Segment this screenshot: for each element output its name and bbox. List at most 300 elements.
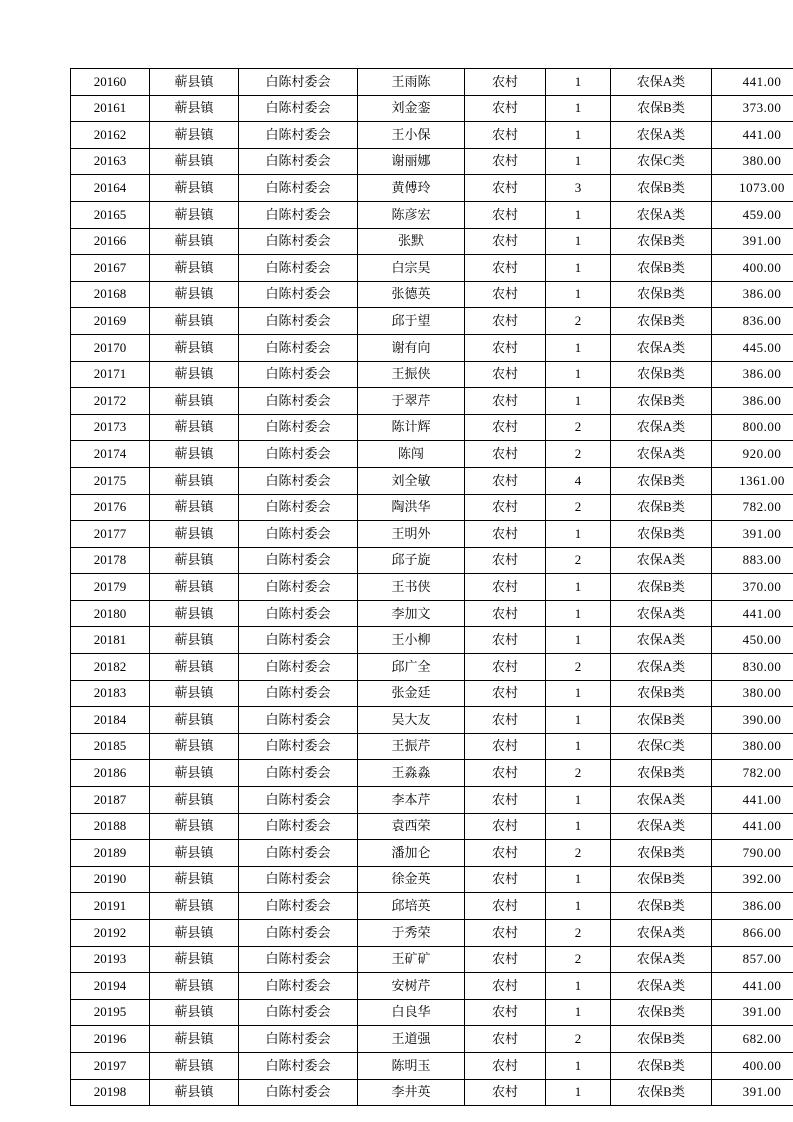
cell-town: 蕲县镇 xyxy=(150,787,239,814)
cell-amount: 380.00 xyxy=(712,148,793,175)
cell-name: 陈明玉 xyxy=(358,1052,465,1079)
cell-village: 白陈村委会 xyxy=(239,308,358,335)
table-row xyxy=(71,600,793,627)
cell-persons: 1 xyxy=(546,388,611,415)
cell-amount: 391.00 xyxy=(712,228,793,255)
cell-persons: 2 xyxy=(546,441,611,468)
table-row xyxy=(71,95,793,122)
cell-amount: 380.00 xyxy=(712,733,793,760)
cell-id: 20168 xyxy=(71,281,150,308)
cell-town: 蕲县镇 xyxy=(150,574,239,601)
cell-town: 蕲县镇 xyxy=(150,441,239,468)
cell-name: 邱子旋 xyxy=(358,547,465,574)
table-row xyxy=(71,201,793,228)
cell-village: 白陈村委会 xyxy=(239,69,358,96)
cell-town: 蕲县镇 xyxy=(150,893,239,920)
cell-amount: 392.00 xyxy=(712,866,793,893)
cell-name: 刘全敏 xyxy=(358,467,465,494)
cell-id: 20169 xyxy=(71,308,150,335)
table-row xyxy=(71,574,793,601)
cell-persons: 1 xyxy=(546,122,611,149)
cell-persons: 2 xyxy=(546,547,611,574)
cell-amount: 441.00 xyxy=(712,69,793,96)
cell-village: 白陈村委会 xyxy=(239,175,358,202)
cell-category: 农保B类 xyxy=(611,760,712,787)
cell-household-type: 农村 xyxy=(465,388,546,415)
table-row xyxy=(71,733,793,760)
cell-amount: 920.00 xyxy=(712,441,793,468)
cell-category: 农保B类 xyxy=(611,1052,712,1079)
cell-name: 谢有向 xyxy=(358,334,465,361)
cell-amount: 386.00 xyxy=(712,281,793,308)
cell-category: 农保B类 xyxy=(611,95,712,122)
cell-town: 蕲县镇 xyxy=(150,866,239,893)
cell-name: 李本芹 xyxy=(358,787,465,814)
cell-id: 20173 xyxy=(71,414,150,441)
cell-name: 白良华 xyxy=(358,999,465,1026)
cell-id: 20187 xyxy=(71,787,150,814)
cell-id: 20175 xyxy=(71,467,150,494)
cell-household-type: 农村 xyxy=(465,281,546,308)
cell-id: 20190 xyxy=(71,866,150,893)
cell-town: 蕲县镇 xyxy=(150,707,239,734)
cell-household-type: 农村 xyxy=(465,547,546,574)
cell-persons: 1 xyxy=(546,1052,611,1079)
cell-persons: 1 xyxy=(546,627,611,654)
cell-name: 王淼淼 xyxy=(358,760,465,787)
cell-household-type: 农村 xyxy=(465,840,546,867)
cell-category: 农保B类 xyxy=(611,175,712,202)
table-row xyxy=(71,175,793,202)
cell-id: 20165 xyxy=(71,201,150,228)
cell-village: 白陈村委会 xyxy=(239,813,358,840)
cell-village: 白陈村委会 xyxy=(239,361,358,388)
cell-persons: 1 xyxy=(546,95,611,122)
cell-village: 白陈村委会 xyxy=(239,787,358,814)
cell-id: 20163 xyxy=(71,148,150,175)
cell-persons: 1 xyxy=(546,733,611,760)
cell-id: 20189 xyxy=(71,840,150,867)
cell-amount: 380.00 xyxy=(712,680,793,707)
cell-category: 农保B类 xyxy=(611,361,712,388)
cell-persons: 2 xyxy=(546,920,611,947)
cell-town: 蕲县镇 xyxy=(150,148,239,175)
cell-persons: 1 xyxy=(546,574,611,601)
cell-persons: 4 xyxy=(546,467,611,494)
cell-category: 农保A类 xyxy=(611,414,712,441)
table-row xyxy=(71,255,793,282)
cell-id: 20176 xyxy=(71,494,150,521)
cell-household-type: 农村 xyxy=(465,973,546,1000)
cell-amount: 782.00 xyxy=(712,494,793,521)
cell-household-type: 农村 xyxy=(465,600,546,627)
cell-town: 蕲县镇 xyxy=(150,1026,239,1053)
cell-name: 于翠芹 xyxy=(358,388,465,415)
cell-village: 白陈村委会 xyxy=(239,600,358,627)
cell-town: 蕲县镇 xyxy=(150,547,239,574)
cell-persons: 2 xyxy=(546,840,611,867)
cell-household-type: 农村 xyxy=(465,813,546,840)
table-row xyxy=(71,148,793,175)
cell-household-type: 农村 xyxy=(465,760,546,787)
cell-village: 白陈村委会 xyxy=(239,680,358,707)
cell-village: 白陈村委会 xyxy=(239,1026,358,1053)
cell-name: 于秀荣 xyxy=(358,920,465,947)
table-row xyxy=(71,281,793,308)
table-row xyxy=(71,494,793,521)
cell-persons: 1 xyxy=(546,787,611,814)
table-row xyxy=(71,920,793,947)
cell-town: 蕲县镇 xyxy=(150,308,239,335)
cell-id: 20188 xyxy=(71,813,150,840)
table-row xyxy=(71,361,793,388)
cell-name: 李加文 xyxy=(358,600,465,627)
cell-household-type: 农村 xyxy=(465,1026,546,1053)
cell-amount: 682.00 xyxy=(712,1026,793,1053)
cell-persons: 2 xyxy=(546,654,611,681)
cell-amount: 441.00 xyxy=(712,600,793,627)
cell-name: 王雨陈 xyxy=(358,69,465,96)
cell-town: 蕲县镇 xyxy=(150,1079,239,1106)
cell-persons: 1 xyxy=(546,893,611,920)
cell-town: 蕲县镇 xyxy=(150,627,239,654)
cell-name: 陈计辉 xyxy=(358,414,465,441)
cell-amount: 782.00 xyxy=(712,760,793,787)
cell-village: 白陈村委会 xyxy=(239,760,358,787)
table-row xyxy=(71,1026,793,1053)
table-row xyxy=(71,388,793,415)
cell-town: 蕲县镇 xyxy=(150,999,239,1026)
cell-amount: 386.00 xyxy=(712,388,793,415)
cell-category: 农保A类 xyxy=(611,441,712,468)
cell-household-type: 农村 xyxy=(465,707,546,734)
cell-category: 农保A类 xyxy=(611,69,712,96)
cell-id: 20181 xyxy=(71,627,150,654)
cell-amount: 386.00 xyxy=(712,893,793,920)
cell-category: 农保A类 xyxy=(611,920,712,947)
cell-village: 白陈村委会 xyxy=(239,228,358,255)
cell-category: 农保A类 xyxy=(611,654,712,681)
cell-town: 蕲县镇 xyxy=(150,600,239,627)
cell-town: 蕲县镇 xyxy=(150,521,239,548)
cell-village: 白陈村委会 xyxy=(239,255,358,282)
cell-persons: 1 xyxy=(546,228,611,255)
table-row xyxy=(71,414,793,441)
cell-id: 20196 xyxy=(71,1026,150,1053)
cell-category: 农保B类 xyxy=(611,893,712,920)
cell-id: 20198 xyxy=(71,1079,150,1106)
cell-amount: 883.00 xyxy=(712,547,793,574)
cell-persons: 1 xyxy=(546,361,611,388)
cell-category: 农保B类 xyxy=(611,866,712,893)
cell-persons: 1 xyxy=(546,334,611,361)
cell-amount: 391.00 xyxy=(712,999,793,1026)
table-row xyxy=(71,521,793,548)
cell-id: 20184 xyxy=(71,707,150,734)
table-row xyxy=(71,441,793,468)
cell-name: 谢丽娜 xyxy=(358,148,465,175)
cell-town: 蕲县镇 xyxy=(150,733,239,760)
cell-village: 白陈村委会 xyxy=(239,1079,358,1106)
table-row xyxy=(71,69,793,96)
cell-category: 农保B类 xyxy=(611,707,712,734)
cell-amount: 790.00 xyxy=(712,840,793,867)
cell-town: 蕲县镇 xyxy=(150,388,239,415)
cell-amount: 391.00 xyxy=(712,521,793,548)
cell-household-type: 农村 xyxy=(465,201,546,228)
cell-amount: 400.00 xyxy=(712,1052,793,1079)
cell-persons: 1 xyxy=(546,201,611,228)
table-row xyxy=(71,654,793,681)
cell-village: 白陈村委会 xyxy=(239,334,358,361)
table-row xyxy=(71,122,793,149)
cell-village: 白陈村委会 xyxy=(239,1052,358,1079)
cell-household-type: 农村 xyxy=(465,148,546,175)
table-row xyxy=(71,813,793,840)
table-row xyxy=(71,866,793,893)
cell-amount: 441.00 xyxy=(712,122,793,149)
cell-name: 王小柳 xyxy=(358,627,465,654)
table-row xyxy=(71,787,793,814)
cell-name: 王振芹 xyxy=(358,733,465,760)
table-row xyxy=(71,999,793,1026)
cell-name: 邱培英 xyxy=(358,893,465,920)
cell-village: 白陈村委会 xyxy=(239,521,358,548)
cell-name: 陶洪华 xyxy=(358,494,465,521)
cell-town: 蕲县镇 xyxy=(150,201,239,228)
cell-village: 白陈村委会 xyxy=(239,733,358,760)
cell-household-type: 农村 xyxy=(465,494,546,521)
cell-name: 刘金銮 xyxy=(358,95,465,122)
table-row xyxy=(71,893,793,920)
cell-amount: 400.00 xyxy=(712,255,793,282)
cell-persons: 2 xyxy=(546,308,611,335)
cell-household-type: 农村 xyxy=(465,866,546,893)
table-body xyxy=(71,69,793,1106)
cell-persons: 1 xyxy=(546,1079,611,1106)
cell-id: 20182 xyxy=(71,654,150,681)
cell-amount: 445.00 xyxy=(712,334,793,361)
table-row xyxy=(71,760,793,787)
cell-category: 农保A类 xyxy=(611,813,712,840)
cell-id: 20162 xyxy=(71,122,150,149)
cell-village: 白陈村委会 xyxy=(239,201,358,228)
table-row xyxy=(71,707,793,734)
cell-amount: 441.00 xyxy=(712,787,793,814)
cell-village: 白陈村委会 xyxy=(239,999,358,1026)
cell-name: 安树芹 xyxy=(358,973,465,1000)
cell-town: 蕲县镇 xyxy=(150,654,239,681)
cell-household-type: 农村 xyxy=(465,574,546,601)
cell-name: 潘加仑 xyxy=(358,840,465,867)
cell-amount: 830.00 xyxy=(712,654,793,681)
cell-town: 蕲县镇 xyxy=(150,840,239,867)
cell-name: 张德英 xyxy=(358,281,465,308)
cell-village: 白陈村委会 xyxy=(239,654,358,681)
cell-category: 农保B类 xyxy=(611,1079,712,1106)
cell-village: 白陈村委会 xyxy=(239,388,358,415)
cell-id: 20178 xyxy=(71,547,150,574)
cell-household-type: 农村 xyxy=(465,1052,546,1079)
cell-village: 白陈村委会 xyxy=(239,494,358,521)
table-row xyxy=(71,228,793,255)
cell-persons: 1 xyxy=(546,148,611,175)
cell-id: 20180 xyxy=(71,600,150,627)
cell-category: 农保A类 xyxy=(611,627,712,654)
cell-household-type: 农村 xyxy=(465,414,546,441)
cell-persons: 1 xyxy=(546,281,611,308)
cell-persons: 1 xyxy=(546,813,611,840)
cell-category: 农保B类 xyxy=(611,840,712,867)
cell-category: 农保A类 xyxy=(611,201,712,228)
cell-category: 农保B类 xyxy=(611,521,712,548)
cell-amount: 857.00 xyxy=(712,946,793,973)
cell-town: 蕲县镇 xyxy=(150,680,239,707)
cell-category: 农保A类 xyxy=(611,600,712,627)
table-row xyxy=(71,547,793,574)
cell-category: 农保B类 xyxy=(611,1026,712,1053)
cell-persons: 2 xyxy=(546,494,611,521)
cell-id: 20177 xyxy=(71,521,150,548)
cell-amount: 441.00 xyxy=(712,973,793,1000)
cell-town: 蕲县镇 xyxy=(150,334,239,361)
cell-town: 蕲县镇 xyxy=(150,414,239,441)
table-row xyxy=(71,1079,793,1106)
cell-category: 农保B类 xyxy=(611,574,712,601)
cell-id: 20179 xyxy=(71,574,150,601)
cell-town: 蕲县镇 xyxy=(150,122,239,149)
cell-id: 20186 xyxy=(71,760,150,787)
cell-persons: 2 xyxy=(546,760,611,787)
cell-amount: 459.00 xyxy=(712,201,793,228)
cell-name: 张默 xyxy=(358,228,465,255)
cell-village: 白陈村委会 xyxy=(239,866,358,893)
cell-town: 蕲县镇 xyxy=(150,813,239,840)
table-row xyxy=(71,308,793,335)
cell-household-type: 农村 xyxy=(465,308,546,335)
cell-category: 农保B类 xyxy=(611,255,712,282)
cell-id: 20197 xyxy=(71,1052,150,1079)
cell-name: 白宗昊 xyxy=(358,255,465,282)
cell-persons: 1 xyxy=(546,255,611,282)
table-row xyxy=(71,1052,793,1079)
cell-village: 白陈村委会 xyxy=(239,414,358,441)
cell-town: 蕲县镇 xyxy=(150,920,239,947)
cell-category: 农保B类 xyxy=(611,680,712,707)
table-row xyxy=(71,973,793,1000)
cell-town: 蕲县镇 xyxy=(150,946,239,973)
table-row xyxy=(71,840,793,867)
cell-amount: 386.00 xyxy=(712,361,793,388)
cell-town: 蕲县镇 xyxy=(150,494,239,521)
cell-category: 农保B类 xyxy=(611,228,712,255)
cell-village: 白陈村委会 xyxy=(239,920,358,947)
cell-amount: 800.00 xyxy=(712,414,793,441)
cell-name: 王道强 xyxy=(358,1026,465,1053)
cell-id: 20160 xyxy=(71,69,150,96)
cell-id: 20164 xyxy=(71,175,150,202)
cell-id: 20161 xyxy=(71,95,150,122)
cell-household-type: 农村 xyxy=(465,680,546,707)
table-row xyxy=(71,334,793,361)
cell-town: 蕲县镇 xyxy=(150,228,239,255)
cell-amount: 1073.00 xyxy=(712,175,793,202)
cell-category: 农保A类 xyxy=(611,787,712,814)
cell-persons: 2 xyxy=(546,946,611,973)
cell-category: 农保B类 xyxy=(611,467,712,494)
cell-category: 农保B类 xyxy=(611,999,712,1026)
table-row xyxy=(71,946,793,973)
table-row xyxy=(71,680,793,707)
cell-household-type: 农村 xyxy=(465,787,546,814)
cell-name: 邱于望 xyxy=(358,308,465,335)
cell-village: 白陈村委会 xyxy=(239,973,358,1000)
cell-household-type: 农村 xyxy=(465,999,546,1026)
cell-name: 陈彦宏 xyxy=(358,201,465,228)
cell-household-type: 农村 xyxy=(465,228,546,255)
cell-id: 20174 xyxy=(71,441,150,468)
cell-name: 王矿矿 xyxy=(358,946,465,973)
cell-village: 白陈村委会 xyxy=(239,946,358,973)
cell-name: 王小保 xyxy=(358,122,465,149)
cell-household-type: 农村 xyxy=(465,521,546,548)
cell-id: 20193 xyxy=(71,946,150,973)
cell-persons: 1 xyxy=(546,521,611,548)
cell-id: 20185 xyxy=(71,733,150,760)
cell-persons: 1 xyxy=(546,600,611,627)
cell-village: 白陈村委会 xyxy=(239,627,358,654)
cell-household-type: 农村 xyxy=(465,441,546,468)
cell-amount: 390.00 xyxy=(712,707,793,734)
cell-household-type: 农村 xyxy=(465,69,546,96)
cell-category: 农保B类 xyxy=(611,281,712,308)
cell-name: 袁西荣 xyxy=(358,813,465,840)
cell-id: 20171 xyxy=(71,361,150,388)
cell-village: 白陈村委会 xyxy=(239,707,358,734)
cell-amount: 450.00 xyxy=(712,627,793,654)
cell-name: 王振侠 xyxy=(358,361,465,388)
table-row xyxy=(71,627,793,654)
cell-name: 邱广全 xyxy=(358,654,465,681)
cell-household-type: 农村 xyxy=(465,255,546,282)
cell-category: 农保C类 xyxy=(611,733,712,760)
cell-village: 白陈村委会 xyxy=(239,893,358,920)
cell-town: 蕲县镇 xyxy=(150,973,239,1000)
cell-id: 20170 xyxy=(71,334,150,361)
cell-village: 白陈村委会 xyxy=(239,547,358,574)
cell-name: 吴大友 xyxy=(358,707,465,734)
cell-town: 蕲县镇 xyxy=(150,69,239,96)
cell-town: 蕲县镇 xyxy=(150,467,239,494)
cell-persons: 1 xyxy=(546,973,611,1000)
cell-household-type: 农村 xyxy=(465,946,546,973)
cell-name: 李井英 xyxy=(358,1079,465,1106)
cell-amount: 391.00 xyxy=(712,1079,793,1106)
cell-persons: 2 xyxy=(546,1026,611,1053)
cell-village: 白陈村委会 xyxy=(239,467,358,494)
cell-amount: 836.00 xyxy=(712,308,793,335)
cell-category: 农保B类 xyxy=(611,494,712,521)
subsidy-table xyxy=(70,68,793,1106)
cell-name: 黄傅玲 xyxy=(358,175,465,202)
cell-persons: 1 xyxy=(546,999,611,1026)
cell-town: 蕲县镇 xyxy=(150,1052,239,1079)
cell-village: 白陈村委会 xyxy=(239,281,358,308)
cell-persons: 1 xyxy=(546,866,611,893)
cell-household-type: 农村 xyxy=(465,893,546,920)
cell-amount: 1361.00 xyxy=(712,467,793,494)
cell-household-type: 农村 xyxy=(465,733,546,760)
